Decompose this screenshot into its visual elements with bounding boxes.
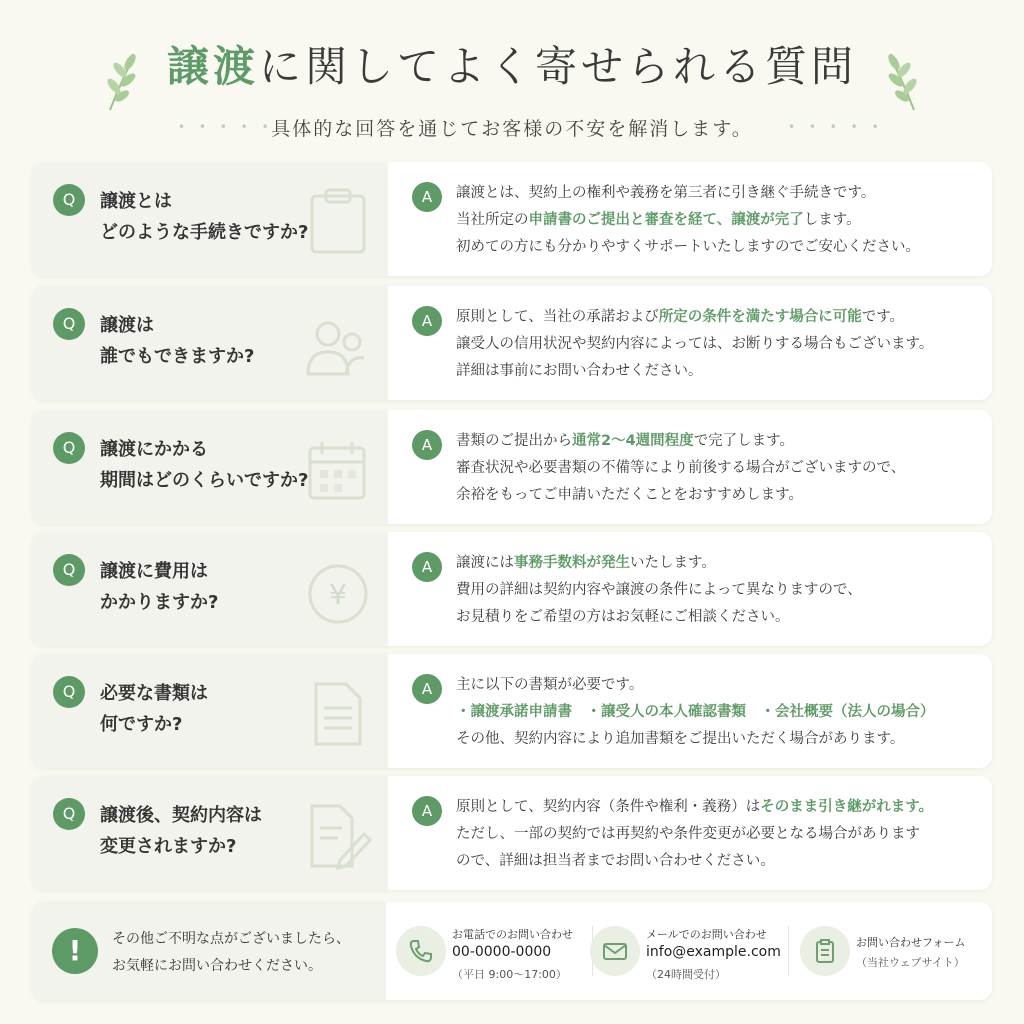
question-badge: Q <box>53 184 85 216</box>
form-contact-note: （当社ウェブサイト） <box>856 956 965 969</box>
answer-text <box>456 428 986 509</box>
answer-line: 費用の詳細は契約内容や譲渡の条件によって異なりますので、 <box>456 582 862 598</box>
calendar-icon <box>300 434 372 506</box>
answer-badge: A <box>412 674 442 704</box>
answer-segment: 原則として、当社の承諾および <box>456 309 659 325</box>
answer-line <box>456 550 986 577</box>
faq-card <box>32 286 992 400</box>
form-contact-title[interactable]: お問い合わせフォーム <box>856 936 966 949</box>
answer-highlight: 申請書のご提出と審査を経て、譲渡が完了 <box>528 212 804 228</box>
answer-highlight: 事務手数料が発生 <box>514 555 630 571</box>
faq-card <box>32 654 992 768</box>
answer-text <box>456 304 986 385</box>
question-line: どのような手続きですか? <box>100 222 309 243</box>
answer-text <box>456 180 986 261</box>
question-badge: Q <box>53 676 85 708</box>
people-icon <box>300 310 372 382</box>
form-contact[interactable] <box>800 920 986 982</box>
question-badge: Q <box>53 308 85 340</box>
answer-text <box>456 794 986 875</box>
answer-badge: A <box>412 306 442 336</box>
document-item: ・譲渡承諾申請書 <box>456 704 572 720</box>
question-line: 何ですか? <box>100 714 183 735</box>
email-contact[interactable] <box>590 920 790 982</box>
answer-segment: いたします。 <box>630 555 716 571</box>
answer-segment: で完了します。 <box>693 433 795 449</box>
answer-segment: 書類のご提出から <box>456 433 572 449</box>
yen-icon <box>300 556 372 628</box>
answer-line: ので、詳細は担当者までお問い合わせください。 <box>456 853 775 869</box>
answer-text <box>456 672 986 753</box>
question-line: 期間はどのくらいですか? <box>100 470 309 491</box>
decorative-dots: • • • • • <box>178 120 274 134</box>
phone-icon <box>396 926 446 976</box>
question-line: 誰でもできますか? <box>100 346 255 367</box>
answer-segment: 原則として、契約内容（条件や権利・義務）は <box>456 799 761 815</box>
answer-badge: A <box>412 796 442 826</box>
edit-document-icon <box>300 800 372 872</box>
faq-card <box>32 532 992 646</box>
decorative-dots: • • • • • <box>788 120 884 134</box>
email-contact-title: メールでのお問い合わせ <box>646 928 767 941</box>
divider <box>788 926 789 976</box>
question-line: 譲渡とは <box>100 191 172 212</box>
question-line: 譲渡後、契約内容は <box>100 805 262 826</box>
required-documents-list <box>456 699 986 726</box>
page-subtitle: 具体的な回答を通じてお客様の不安を解消します。 <box>271 118 753 140</box>
answer-line: お見積りをご希望の方はお気軽にご相談ください。 <box>456 609 790 625</box>
answer-segment: です。 <box>861 309 905 325</box>
answer-line: 譲受人の信用状況や契約内容によっては、お断りする場合もございます。 <box>456 336 934 352</box>
answer-line <box>456 304 986 331</box>
mail-icon <box>590 926 640 976</box>
question-line: 譲渡は <box>100 315 154 336</box>
document-icon <box>300 678 372 750</box>
answer-badge: A <box>412 552 442 582</box>
document-item: ・会社概要（法人の場合） <box>760 704 935 720</box>
answer-line: 審査状況や必要書類の不備等により前後する場合がございますので、 <box>456 460 906 476</box>
contact-footer <box>32 902 992 1000</box>
yen-symbol: ¥ <box>329 578 347 611</box>
question-line: かかりますか? <box>100 592 219 613</box>
answer-text <box>456 550 986 631</box>
faq-card <box>32 410 992 524</box>
title-accent: 譲渡 <box>166 42 259 91</box>
answer-line: 初めての方にも分かりやすくサポートいたしますのでご安心ください。 <box>456 239 920 255</box>
email-address[interactable]: info@example.com <box>646 944 781 960</box>
form-icon <box>800 926 850 976</box>
answer-line: 余裕をもってご申請いただくことをおすすめします。 <box>456 487 803 503</box>
clipboard-icon <box>300 186 372 258</box>
answer-line: ただし、一部の契約では再契約や条件変更が必要となる場合があります <box>456 826 920 842</box>
title-rest: に関してよく寄せられる質問 <box>259 42 858 91</box>
contact-message <box>112 926 382 980</box>
phone-contact[interactable] <box>396 920 586 982</box>
answer-line: 詳細は事前にお問い合わせください。 <box>456 363 703 379</box>
page-header <box>0 20 1024 145</box>
email-hours: （24時間受付） <box>646 968 726 981</box>
faq-card <box>32 162 992 276</box>
contact-message-line: お気軽にお問い合わせください。 <box>112 958 322 974</box>
question-line: 必要な書類は <box>100 683 208 704</box>
answer-segment: 譲渡には <box>456 555 514 571</box>
answer-highlight: 通常2〜4週間程度 <box>572 433 694 449</box>
phone-hours: （平日 9:00〜17:00） <box>452 968 567 981</box>
answer-segment: 当社所定の <box>456 212 529 228</box>
answer-line: 譲渡とは、契約上の権利や義務を第三者に引き継ぐ手続きです。 <box>456 185 876 201</box>
page-title <box>0 34 1024 94</box>
question-line: 譲渡にかかる <box>100 439 208 460</box>
answer-line: 主に以下の書類が必要です。 <box>456 677 644 693</box>
phone-number[interactable]: 00-0000-0000 <box>452 944 552 960</box>
question-badge: Q <box>53 432 85 464</box>
question-badge: Q <box>53 798 85 830</box>
answer-line <box>456 794 986 821</box>
phone-contact-title: お電話でのお問い合わせ <box>452 928 573 941</box>
answer-badge: A <box>412 182 442 212</box>
answer-line: その他、契約内容により追加書類をご提出いただく場合があります。 <box>456 731 905 747</box>
contact-message-line: その他ご不明な点がございましたら、 <box>112 931 350 947</box>
answer-line <box>456 428 986 455</box>
faq-card <box>32 776 992 890</box>
answer-badge: A <box>412 430 442 460</box>
leaf-sprig-icon <box>880 50 924 114</box>
alert-icon: ! <box>52 928 98 974</box>
answer-highlight: 所定の条件を満たす場合に可能 <box>658 309 862 325</box>
answer-line <box>456 207 986 234</box>
document-item: ・譲受人の本人確認書類 <box>586 704 746 720</box>
question-badge: Q <box>53 554 85 586</box>
answer-highlight: そのまま引き継がれます。 <box>760 799 934 815</box>
question-line: 変更されますか? <box>100 836 237 857</box>
answer-segment: します。 <box>803 212 861 228</box>
question-line: 譲渡に費用は <box>100 561 208 582</box>
